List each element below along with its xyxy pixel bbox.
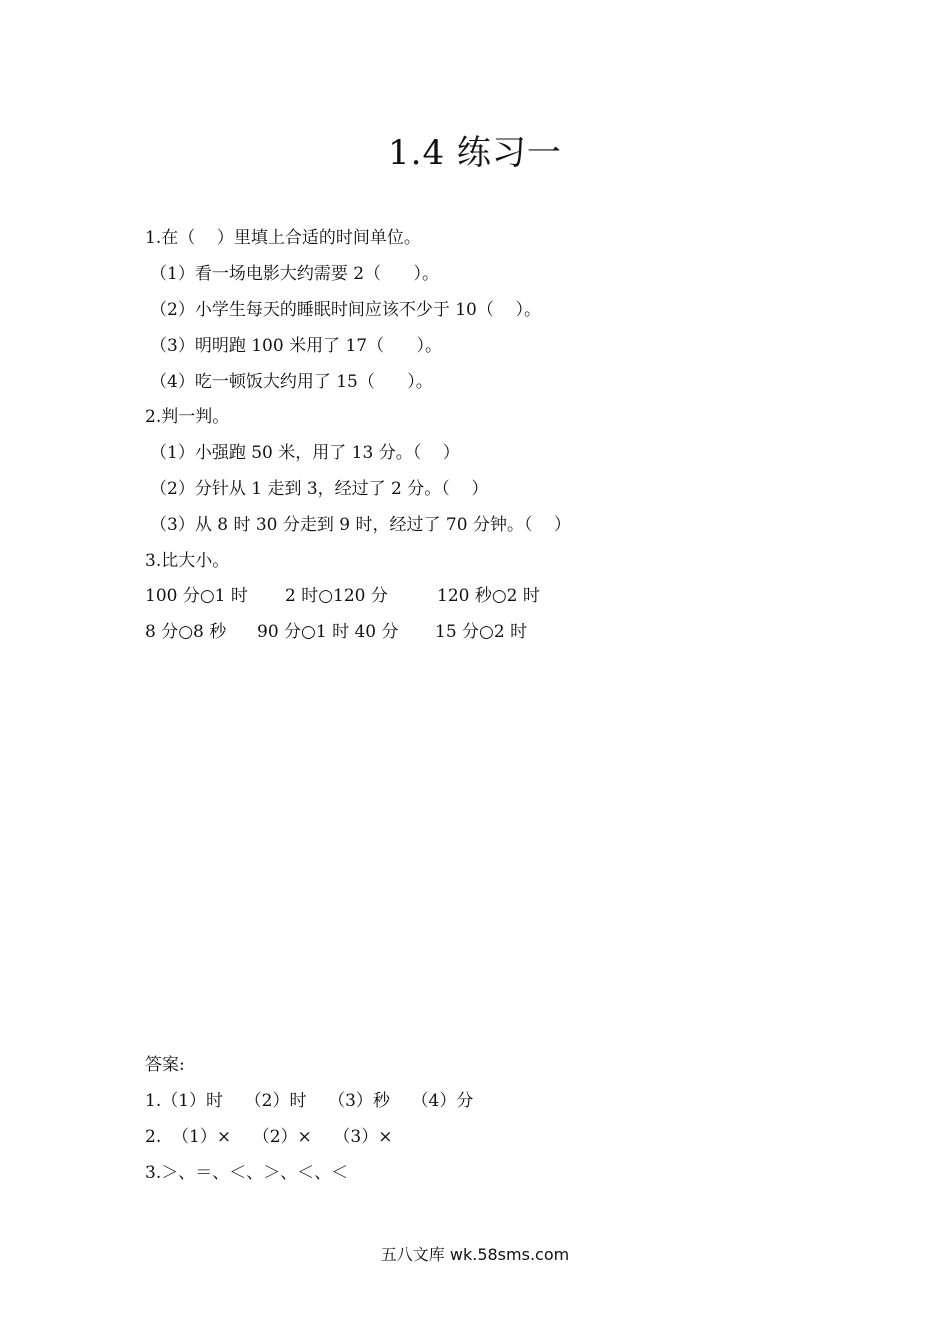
compare-item: 8 分○8 秒 <box>145 622 227 642</box>
compare-item: 2 时○120 分 <box>285 586 388 606</box>
question-2-item-2: （2）分针从 1 走到 3，经过了 2 分。（ ） <box>150 479 489 499</box>
footer-watermark: 五八文库 wk.58sms.com <box>380 1245 570 1264</box>
compare-item: 15 分○2 时 <box>435 622 528 642</box>
answer-line-1: 1.（1）时 （2）时 （3）秒 （4）分 <box>145 1091 474 1111</box>
answers-heading: 答案: <box>145 1055 185 1075</box>
question-1-item-4: （4）吃一顿饭大约用了 15（ ）。 <box>150 372 433 392</box>
answer-line-3: 3.＞、＝、＜、＞、＜、＜ <box>145 1163 349 1183</box>
question-3-heading: 3.比大小。 <box>145 551 230 571</box>
question-2-item-3: （3）从 8 时 30 分走到 9 时，经过了 70 分钟。（ ） <box>150 515 572 535</box>
question-2-heading: 2.判一判。 <box>145 407 230 427</box>
compare-item: 100 分○1 时 <box>145 586 248 606</box>
compare-row-2 <box>145 620 665 644</box>
question-1-item-1: （1）看一场电影大约需要 2（ ）。 <box>150 264 439 284</box>
question-1-item-2: （2）小学生每天的睡眠时间应该不少于 10（ ）。 <box>150 300 541 320</box>
question-1-item-3: （3）明明跑 100 米用了 17（ ）。 <box>150 336 443 356</box>
compare-item: 90 分○1 时 40 分 <box>257 622 399 642</box>
question-1-heading: 1.在（ ）里填上合适的时间单位。 <box>145 228 421 248</box>
answer-line-2: 2. （1）× （2）× （3）× <box>145 1127 393 1147</box>
compare-item: 120 秒○2 时 <box>437 586 540 606</box>
compare-row-1 <box>145 584 665 608</box>
question-2-item-1: （1）小强跑 50 米，用了 13 分。（ ） <box>150 443 460 463</box>
page-title: 1.4 练习一 <box>388 133 562 173</box>
